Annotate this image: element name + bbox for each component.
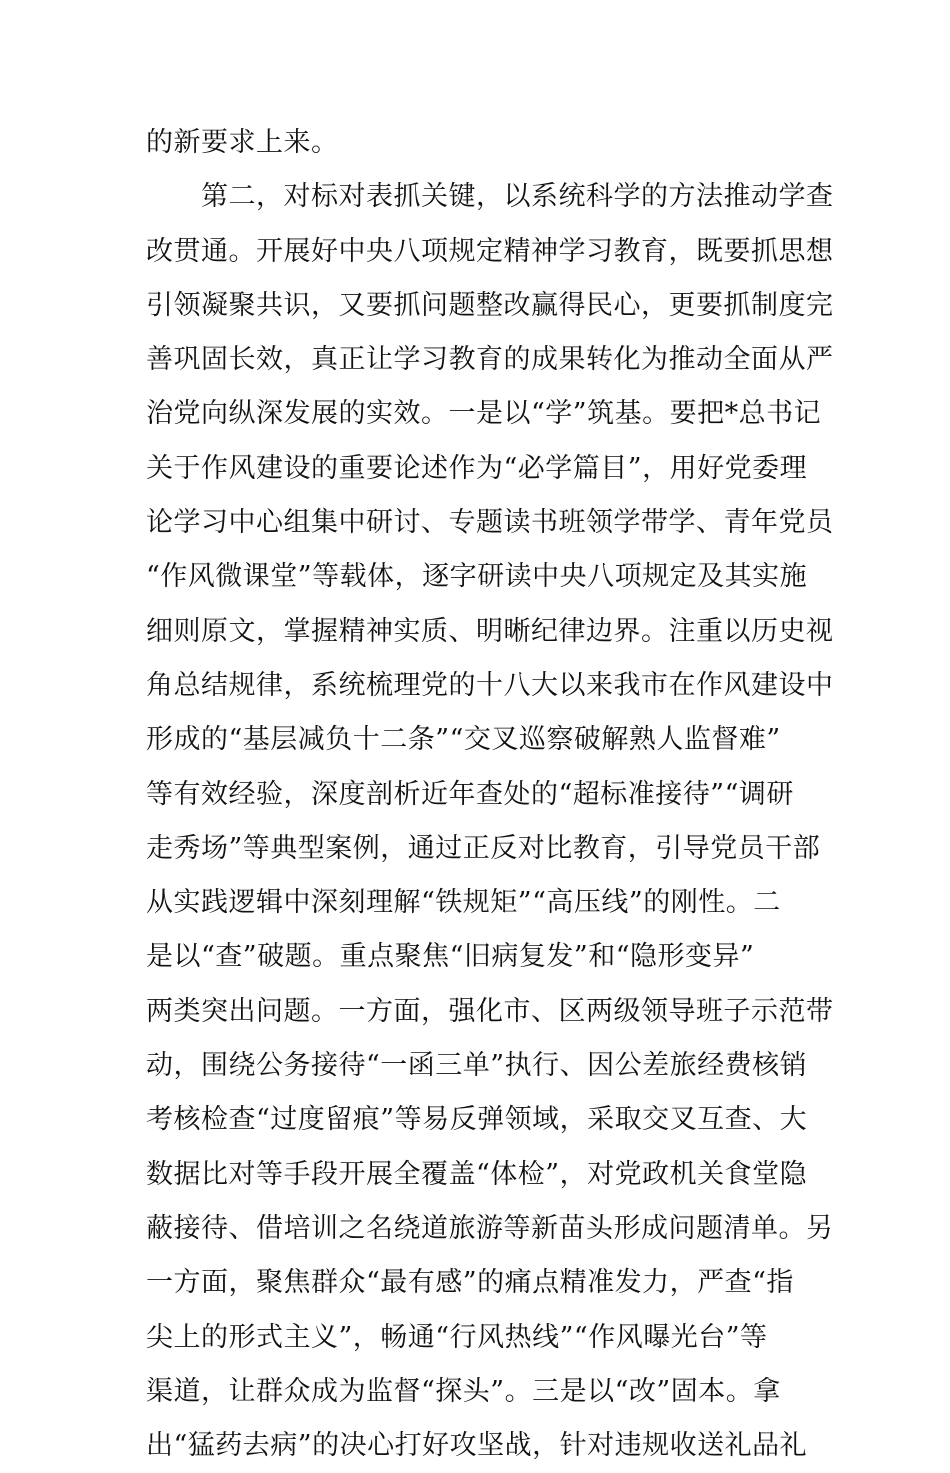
text-line: 形成的“基层减负十二条”“交叉巡察破解熟人监督难” bbox=[146, 724, 781, 756]
text-line: 是以“查”破题。重点聚焦“旧病复发”和“隐形变异” bbox=[146, 941, 755, 973]
text-line: 出“猛药去病”的决心打好攻坚战，针对违规收送礼品礼 bbox=[146, 1430, 808, 1462]
text-line: 数据比对等手段开展全覆盖“体检”，对党政机关食堂隐 bbox=[146, 1158, 808, 1190]
text-line: 尖上的形式主义”，畅通“行风热线”“作风曝光台”等 bbox=[146, 1321, 768, 1353]
text-line: 动，围绕公务接待“一函三单”执行、因公差旅经费核销 bbox=[146, 1050, 808, 1082]
text-line: “作风微课堂”等载体，逐字研读中央八项规定及其实施 bbox=[146, 561, 808, 593]
text-line: 善巩固长效，真正让学习教育的成果转化为推动全面从严 bbox=[146, 344, 834, 376]
text-line: 关于作风建设的重要论述作为“必学篇目”，用好党委理 bbox=[146, 452, 808, 484]
text-line: 论学习中心组集中研讨、专题读书班领学带学、青年党员 bbox=[146, 507, 834, 539]
text-line: 考核检查“过度留痕”等易反弹领域，采取交叉互查、大 bbox=[146, 1104, 808, 1136]
text-line: 引领凝聚共识，又要抓问题整改赢得民心，更要抓制度完 bbox=[146, 289, 834, 321]
body-text bbox=[146, 116, 834, 1473]
text-line: 蔽接待、借培训之名绕道旅游等新苗头形成问题清单。另 bbox=[146, 1212, 834, 1244]
text-line: 两类突出问题。一方面，强化市、区两级领导班子示范带 bbox=[146, 995, 834, 1027]
text-line: 治党向纵深发展的实效。一是以“学”筑基。要把*总书记 bbox=[146, 398, 822, 430]
text-line: 细则原文，掌握精神实质、明晰纪律边界。注重以历史视 bbox=[146, 615, 834, 647]
text-line: 角总结规律，系统梳理党的十八大以来我市在作风建设中 bbox=[146, 669, 834, 701]
text-line: 从实践逻辑中深刻理解“铁规矩”“高压线”的刚性。二 bbox=[146, 887, 781, 919]
text-line: 渠道，让群众成为监督“探头”。三是以“改”固本。拿 bbox=[146, 1375, 781, 1407]
text-line: 改贯通。开展好中央八项规定精神学习教育，既要抓思想 bbox=[146, 235, 834, 267]
text-line: 的新要求上来。 bbox=[146, 127, 339, 158]
text-line: 走秀场”等典型案例，通过正反对比教育，引导党员干部 bbox=[146, 832, 821, 864]
text-line: 一方面，聚焦群众“最有感”的痛点精准发力，严查“指 bbox=[146, 1267, 794, 1299]
text-line: 等有效经验，深度剖析近年查处的“超标准接待”“调研 bbox=[146, 778, 794, 810]
text-line: 第二，对标对表抓关键，以系统科学的方法推动学查 bbox=[146, 181, 834, 213]
